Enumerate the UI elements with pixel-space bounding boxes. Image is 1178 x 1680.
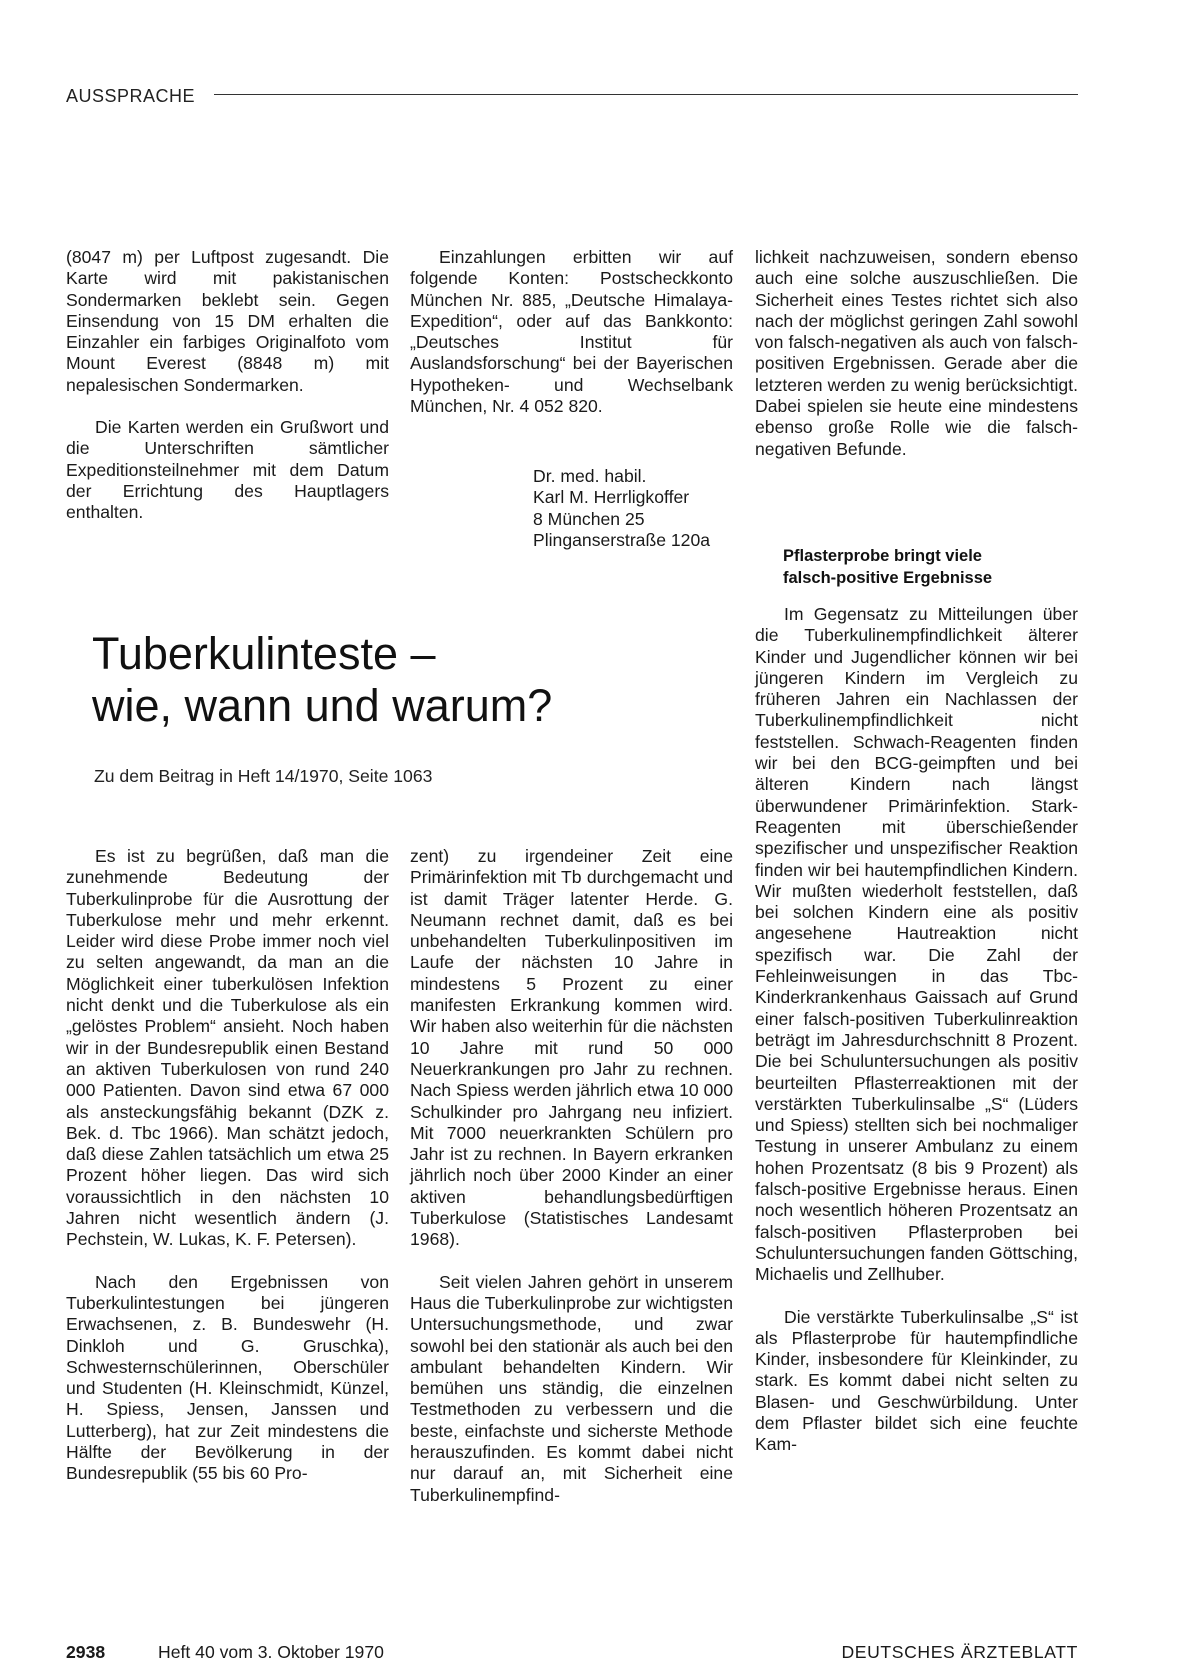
article-paragraph: Es ist zu begrüßen, daß man die zunehmende Bedeutung der Tuberkulinprobe für die Ausrottung der Tuberkulose mehr und mehr erkennt. Leider wird diese Probe immer noch viel zu selten angewandt, da man an die Möglichkeit einer tuberkulösen Infektion nicht denkt und die Tuberkulose als ein „gelöstes Problem“ ansieht. Noch haben wir in der Bundesrepublik einen Bestand an aktiven Tuberkulosen von rund 240 000 Patienten. Davon sind etwa 67 000 als ansteckungsfähig bekannt (DZK z. Bek. d. Tbc 1966). Man schätzt jedoch, daß diese Zahlen tatsächlich um etwa 25 Prozent höher liegen. Das wird sich voraussichtlich in den nächsten 10 Jahren nicht wesentlich ändern (J. Pechstein, W. Lukas, K. F. Petersen).: [66, 846, 389, 1250]
article-paragraph: lichkeit nachzuweisen, sondern ebenso auch eine solche auszuschließen. Die Sicherheit eines Testes richtet sich also nach der möglichst geringen Zahl sowohl von falsch-negativen als auch von falsch-positiven Ergebnissen. Gerade aber die letzteren werden zu wenig berücksichtigt. Dabei spielen sie heute eine mindestens ebenso große Rolle wie die falsch-negativen Befunde.: [755, 247, 1078, 459]
article-title: [92, 628, 552, 732]
section-label: AUSSPRACHE: [66, 86, 196, 106]
article-column-1: [66, 846, 389, 1485]
letter-signature: [533, 466, 710, 551]
article-column-3-bottom: [755, 604, 1078, 1456]
signature-line: 8 München 25: [533, 508, 645, 529]
signature-line: Dr. med. habil.: [533, 466, 647, 486]
article-paragraph: Seit vielen Jahren gehört in unserem Haus die Tuberkulinprobe zur wichtigsten Untersuchungsmethode, und zwar sowohl bei den stationär als auch bei den ambulant behandelten Kindern. Wir bemühen uns ständig, die einzelnen Testmethoden zu verbessern und die beste, einfachste und sicherste Methode herauszufinden. Es kommt dabei nicht nur darauf an, mit Sicherheit eine Tuberkulinempfind-: [410, 1271, 733, 1505]
signature-line: Plinganserstraße 120a: [533, 529, 711, 550]
header-rule: [214, 94, 1078, 95]
letter-paragraph: Die Karten werden ein Grußwort und die Unterschriften sämtlicher Expeditionsteilnehmer mit dem Datum der Errichtung des Hauptlagers enthalten.: [66, 417, 389, 523]
article-paragraph: Im Gegensatz zu Mitteilungen über die Tuberkulinempfindlichkeit älterer Kinder und Jugendlicher können wir bei jüngeren Kindern im Vergleich zu früheren Jahren ein Nachlassen der Tuberkulinempfindlichkeit nicht feststellen. Schwach-Reagenten finden wir bei den BCG-geimpften und bei älteren Kindern nach längst überwundener Primärinfektion. Stark-Reagenten mit überschießender spezifischer und unspezifischer Reaktion finden wir bei hautempfindlichen Kindern. Wir mußten wiederholt feststellen, daß bei solchen Kindern eine als positiv angesehene Hautreaktion nicht spezifisch war. Die Zahl der Fehleinweisungen in das Tbc-Kinderkrankenhaus Gaissach auf Grund einer falsch-positiven Tuberkulinreaktion beträgt im Jahresdurchschnitt 8 Prozent. Die bei Schuluntersuchungen als positiv beurteilten Pflasterreaktionen mit der verstärkten Tuberkulinsalbe „S“ (Lüders und Spiess) stellten sich bei nochmaliger Testung in unserer Ambulanz zu einem hohen Prozentsatz (8 bis 9 Prozent) als falsch-positive Ergebnisse heraus. Einen noch wesentlich höheren Prozentsatz an falsch-positiven Pflasterproben bei Schuluntersuchungen fanden Göttsching, Michaelis und Zellhuber.: [755, 604, 1078, 1285]
subheading-line: Pflasterprobe bringt viele: [783, 547, 982, 565]
letter-paragraph: Einzahlungen erbitten wir auf folgende Konten: Postscheckkonto München Nr. 885, „Deutsche Himalaya-Expedition“, oder auf das Bankkonto: „Deutsches Institut für Auslandsforschung“ bei der Bayerischen Hypotheken- und Wechselbank München, Nr. 4 052 820.: [410, 247, 733, 417]
issue-info: Heft 40 vom 3. Oktober 1970: [158, 1642, 384, 1662]
letter-column-1: [66, 247, 389, 524]
article-paragraph: Die verstärkte Tuberkulinsalbe „S“ ist als Pflasterprobe für hautempfindliche Kinder, insbesondere für Kleinkinder, zu stark. Es kommt dabei nicht selten zu Blasen- und Geschwürbildung. Unter dem Pflaster bildet sich eine feuchte Kam-: [755, 1306, 1078, 1455]
page-number: 2938: [66, 1642, 106, 1662]
article-subheading: [783, 545, 1078, 589]
article-subtitle: Zu dem Beitrag in Heft 14/1970, Seite 1063: [94, 766, 433, 786]
article-column-2: [410, 846, 733, 1506]
letter-paragraph: (8047 m) per Luftpost zugesandt. Die Karte wird mit pakistanischen Sondermarken beklebt sein. Gegen Einsendung von 15 DM erhalten die Einzahler ein farbiges Originalfoto vom Mount Everest (8848 m) mit nepalesischen Sondermarken.: [66, 247, 389, 395]
article-title-line: wie, wann und warum?: [92, 680, 553, 731]
article-paragraph: zent) zu irgendeiner Zeit eine Primärinfektion mit Tb durchgemacht und ist damit Träger latenter Herde. G. Neumann rechnet damit, daß es bei unbehandelten Tuberkulinpositiven im Laufe der nächsten 10 Jahre in mindestens 5 Prozent zu einer manifesten Erkrankung kommen wird. Wir haben also weiterhin für die nächsten 10 Jahre mit rund 50 000 Neuerkrankungen pro Jahr zu rechnen. Nach Spiess werden jährlich etwa 10 000 Schulkinder pro Jahrgang neu infiziert. Mit 7000 neuerkrankten Schülern pro Jahr ist zu rechnen. In Bayern erkranken jährlich noch über 2000 Kinder an einer aktiven behandlungsbedürftigen Tuberkulose (Statistisches Landesamt 1968).: [410, 846, 733, 1250]
journal-name: DEUTSCHES ÄRZTEBLATT: [841, 1642, 1078, 1662]
article-title-line: Tuberkulinteste –: [92, 628, 436, 679]
letter-column-2: [410, 247, 733, 417]
article-column-3-top: [755, 247, 1078, 460]
subheading-line: falsch-positive Ergebnisse: [783, 569, 993, 587]
article-paragraph: Nach den Ergebnissen von Tuberkulintestungen bei jüngeren Erwachsenen, z. B. Bundeswehr (H. Dinkloh und G. Gruschka), Schwesternschülerinnen, Oberschüler und Studenten (H. Kleinschmidt, Künzel, H. Spiess, Jensen, Janssen und Lutterberg), hat zur Zeit mindestens die Hälfte der Bevölkerung in der Bundesrepublik (55 bis 60 Pro-: [66, 1271, 389, 1484]
signature-line: Karl M. Herrligkoffer: [533, 487, 690, 508]
